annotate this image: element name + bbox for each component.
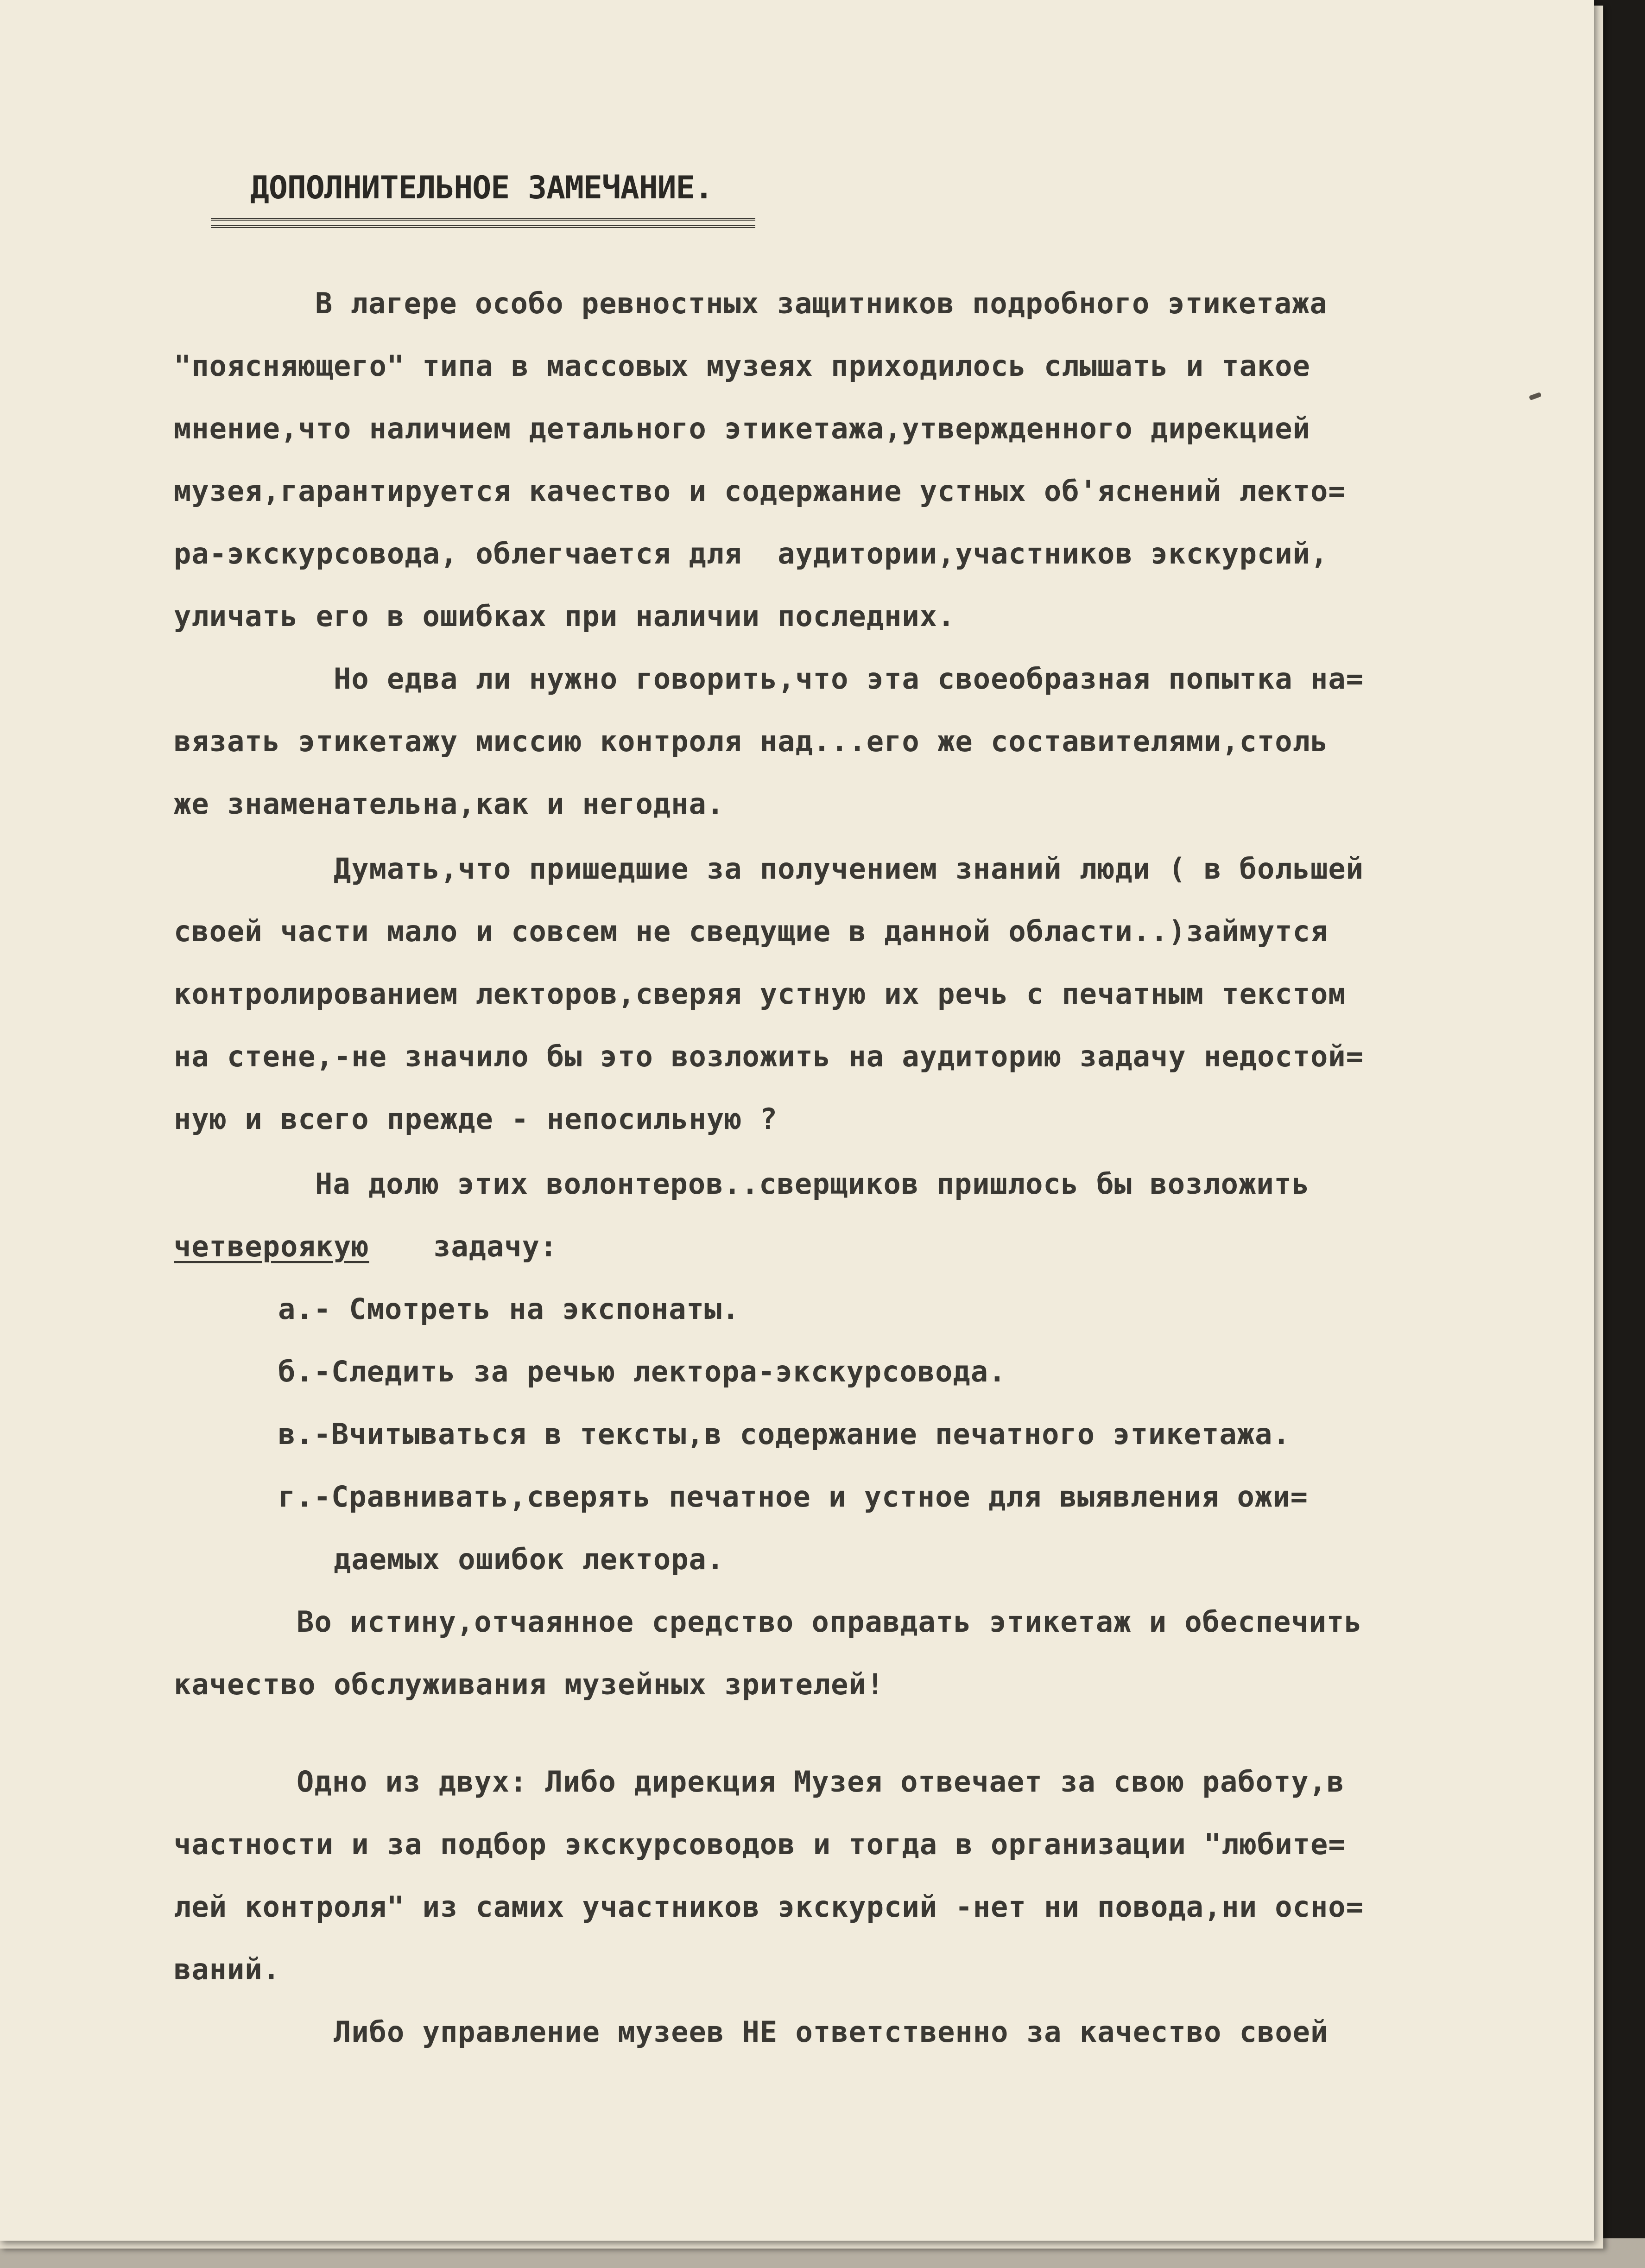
text-line: качество обслуживания музейных зрителей! — [174, 1667, 885, 1701]
text-line: ра-экскурсовода, облегчается для аудитории,участников экскурсий, — [174, 537, 1329, 570]
list-item: а.- Смотреть на экспонаты. — [278, 1292, 740, 1326]
text-line: контролированием лекторов,сверяя устную их речь с печатным текстом — [174, 977, 1346, 1011]
ink-mark — [1529, 392, 1542, 400]
underlined-word: четвероякую — [174, 1229, 369, 1263]
text-line: вязать этикетажу миссию контроля над...его же составителями,столь — [174, 724, 1329, 758]
text-line: лей контроля" из самих участников экскурсий -нет ни повода,ни осно= — [174, 1890, 1364, 1924]
text-line: мнение,что наличием детального этикетажа,утвержденного дирекцией — [174, 412, 1310, 445]
text-line: "поясняющего" типа в массовых музеях приходилось слышать и такое — [174, 349, 1310, 383]
list-item-continuation: даемых ошибок лектора. — [334, 1542, 725, 1576]
list-item: г.-Сравнивать,сверять печатное и устное для выявления ожи= — [278, 1480, 1308, 1514]
text-line: задачу: — [433, 1229, 558, 1263]
list-item: в.-Вчитываться в тексты,в содержание печатного этикетажа. — [278, 1417, 1291, 1451]
title-double-underline — [211, 218, 755, 228]
text-line: На долю этих волонтеров..сверщиков пришлось бы возложить — [315, 1167, 1310, 1201]
text-line: же знаменательна,как и негодна. — [174, 787, 725, 821]
text-line: частности и за подбор экскурсоводов и тогда в организации "любите= — [174, 1827, 1346, 1861]
text-line: уличать его в ошибках при наличии последних. — [174, 599, 955, 633]
text-line: В лагере особо ревностных защитников подробного этикетажа — [315, 286, 1328, 320]
text-line: Думать,что пришедшие за получением знаний люди ( в большей — [334, 852, 1364, 886]
text-line: ваний. — [174, 1952, 280, 1986]
text-line: Либо управление музеев НЕ ответственно за качество своей — [334, 2015, 1329, 2049]
text-line: Во истину,отчаянное средство оправдать этикетаж и обеспечить — [297, 1605, 1362, 1639]
text-line: ную и всего прежде - непосильную ? — [174, 1102, 778, 1136]
text-line: на стене,-не значило бы это возложить на аудиторию задачу недостой= — [174, 1039, 1364, 1073]
text-line: музея,гарантируется качество и содержание устных об'яснений лекто= — [174, 474, 1346, 508]
text-line: Одно из двух: Либо дирекция Музея отвечает за свою работу,в — [297, 1765, 1345, 1799]
list-item: б.-Следить за речью лектора-экскурсовода. — [278, 1355, 1006, 1388]
document-title: ДОПОЛНИТЕЛЬНОЕ ЗАМЕЧАНИЕ. — [250, 170, 713, 206]
text-line: Но едва ли нужно говорить,что эта своеобразная попытка на= — [334, 662, 1364, 696]
text-line: своей части мало и совсем не сведущие в данной области..)займутся — [174, 914, 1329, 948]
